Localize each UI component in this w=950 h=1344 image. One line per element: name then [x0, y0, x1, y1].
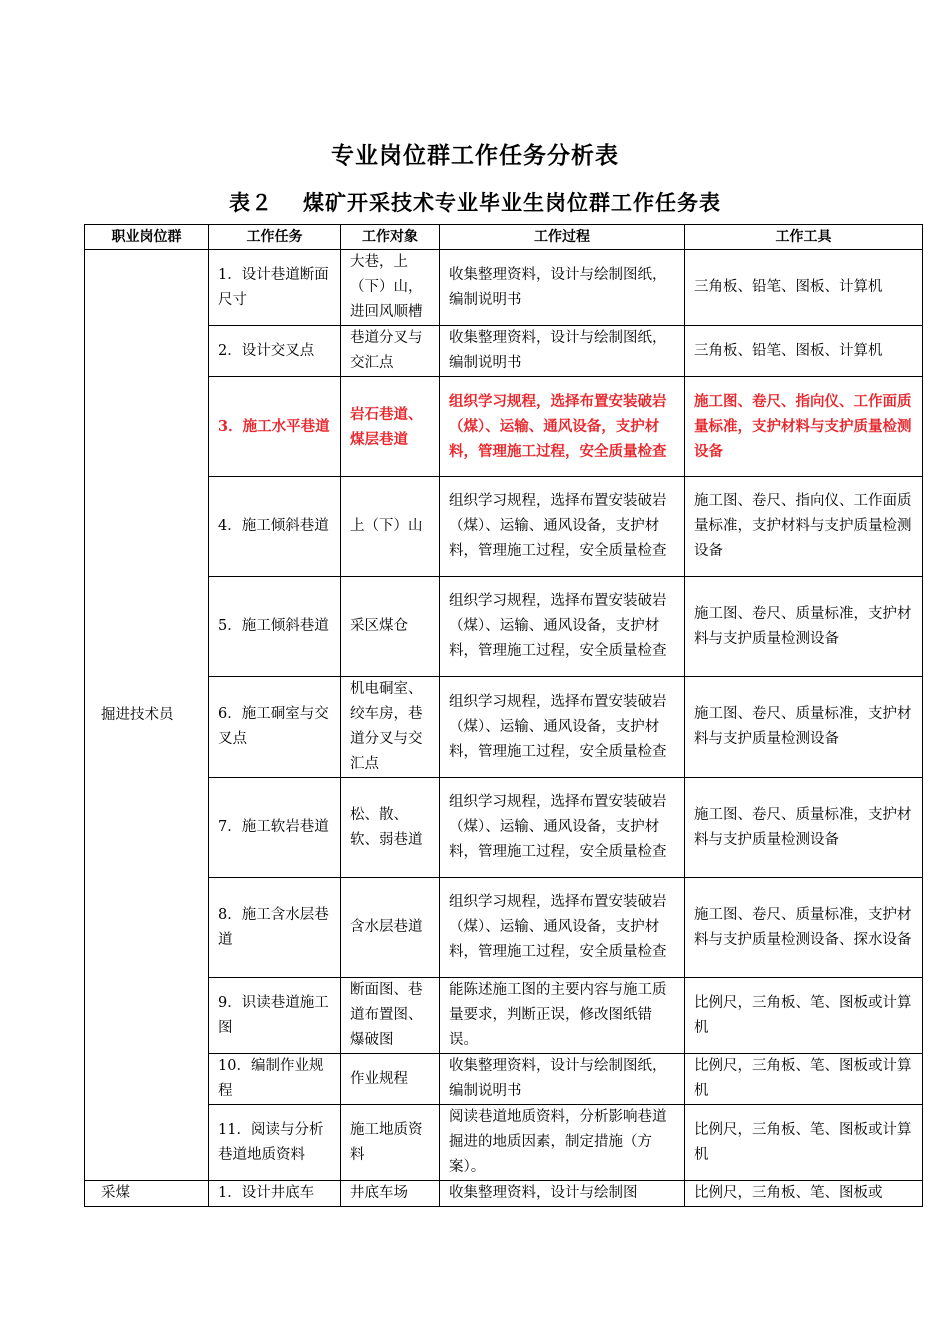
object-cell: 采区煤仓: [341, 577, 440, 677]
table-row: [85, 1181, 923, 1207]
object-cell: 施工地质资料: [341, 1105, 440, 1181]
tools-cell: 施工图、卷尺、指向仪、工作面质量标准，支护材料与支护质量检测设备: [685, 377, 923, 477]
process-cell: 组织学习规程，选择布置安装破岩（煤）、运输、通风设备，支护材料，管理施工过程，安全质量检查: [440, 477, 685, 577]
tools-cell: 施工图、卷尺、指向仪、工作面质量标准，支护材料与支护质量检测设备: [685, 477, 923, 577]
object-cell: 作业规程: [341, 1054, 440, 1105]
group-cell-excavation: 掘进技术员: [85, 250, 209, 1181]
tools-cell: 比例尺，三角板、笔、图板或计算机: [685, 1054, 923, 1105]
tools-cell: 比例尺，三角板、笔、图板或计算机: [685, 978, 923, 1054]
task-cell: 3．施工水平巷道: [209, 377, 341, 477]
table-row: [85, 677, 923, 778]
process-cell: 阅读巷道地质资料，分析影响巷道掘进的地质因素，制定措施（方案）。: [440, 1105, 685, 1181]
header-position-group: 职业岗位群: [85, 225, 209, 250]
tools-cell: 三角板、铅笔、图板、计算机: [685, 326, 923, 377]
header-task: 工作任务: [209, 225, 341, 250]
object-cell: 岩石巷道、煤层巷道: [341, 377, 440, 477]
process-cell: 组织学习规程，选择布置安装破岩（煤）、运输、通风设备，支护材料，管理施工过程，安全质量检查: [440, 677, 685, 778]
task-cell: 5．施工倾斜巷道: [209, 577, 341, 677]
task-cell: 1．设计巷道断面尺寸: [209, 250, 341, 326]
object-cell: 巷道分叉与交汇点: [341, 326, 440, 377]
table-header-row: [85, 225, 923, 250]
task-cell: 6．施工硐室与交叉点: [209, 677, 341, 778]
object-cell: 井底车场: [341, 1181, 440, 1207]
process-cell: 组织学习规程，选择布置安装破岩（煤）、运输、通风设备，支护材料，管理施工过程，安全质量检查: [440, 377, 685, 477]
object-cell: 机电硐室、绞车房，巷道分叉与交汇点: [341, 677, 440, 778]
process-cell: 收集整理资料，设计与绘制图纸，编制说明书: [440, 326, 685, 377]
process-cell: 收集整理资料，设计与绘制图纸，编制说明书: [440, 250, 685, 326]
process-cell: 能陈述施工图的主要内容与施工质量要求，判断正误，修改图纸错误。: [440, 978, 685, 1054]
object-cell: 含水层巷道: [341, 878, 440, 978]
task-cell: 9．识读巷道施工图: [209, 978, 341, 1054]
tools-cell: 施工图、卷尺、质量标准，支护材料与支护质量检测设备: [685, 577, 923, 677]
table-row: [85, 326, 923, 377]
tools-cell: 三角板、铅笔、图板、计算机: [685, 250, 923, 326]
task-cell: 8．施工含水层巷道: [209, 878, 341, 978]
table-row: [85, 878, 923, 978]
header-process: 工作过程: [440, 225, 685, 250]
table-row: [85, 1054, 923, 1105]
table-caption-text: 煤矿开采技术专业毕业生岗位群工作任务表: [303, 191, 721, 215]
tools-cell: 施工图、卷尺、质量标准，支护材料与支护质量检测设备、探水设备: [685, 878, 923, 978]
tools-cell: 比例尺，三角板、笔、图板或: [685, 1181, 923, 1207]
header-tools: 工作工具: [685, 225, 923, 250]
table-number: 表２: [229, 191, 273, 215]
tools-cell: 施工图、卷尺、质量标准，支护材料与支护质量检测设备: [685, 677, 923, 778]
group-cell-mining: 采煤: [85, 1181, 209, 1207]
header-object: 工作对象: [341, 225, 440, 250]
task-cell: 7．施工软岩巷道: [209, 778, 341, 878]
table-row: [85, 978, 923, 1054]
task-cell: 4．施工倾斜巷道: [209, 477, 341, 577]
table-row: [85, 1105, 923, 1181]
object-cell: 上（下）山: [341, 477, 440, 577]
process-cell: 组织学习规程，选择布置安装破岩（煤）、运输、通风设备，支护材料，管理施工过程，安全质量检查: [440, 778, 685, 878]
tools-cell: 施工图、卷尺、质量标准，支护材料与支护质量检测设备: [685, 778, 923, 878]
table-row: [85, 778, 923, 878]
task-cell: 1．设计井底车: [209, 1181, 341, 1207]
tools-cell: 比例尺，三角板、笔、图板或计算机: [685, 1105, 923, 1181]
process-cell: 收集整理资料，设计与绘制图: [440, 1181, 685, 1207]
table-caption: [0, 187, 950, 217]
table-row-highlighted: [85, 377, 923, 477]
table-row: [85, 577, 923, 677]
object-cell: 松、散、软、弱巷道: [341, 778, 440, 878]
process-cell: 组织学习规程，选择布置安装破岩（煤）、运输、通风设备，支护材料，管理施工过程，安全质量检查: [440, 878, 685, 978]
table-row: [85, 250, 923, 326]
task-cell: 2．设计交叉点: [209, 326, 341, 377]
page-title: 专业岗位群工作任务分析表: [331, 143, 619, 169]
process-cell: 组织学习规程，选择布置安装破岩（煤）、运输、通风设备，支护材料，管理施工过程，安全质量检查: [440, 577, 685, 677]
task-table: [84, 224, 923, 1207]
process-cell: 收集整理资料，设计与绘制图纸，编制说明书: [440, 1054, 685, 1105]
object-cell: 断面图、巷道布置图、爆破图: [341, 978, 440, 1054]
table-row: [85, 477, 923, 577]
task-cell: 11．阅读与分析巷道地质资料: [209, 1105, 341, 1181]
task-cell: 10．编制作业规程: [209, 1054, 341, 1105]
object-cell: 大巷，上（下）山，进回风顺槽: [341, 250, 440, 326]
